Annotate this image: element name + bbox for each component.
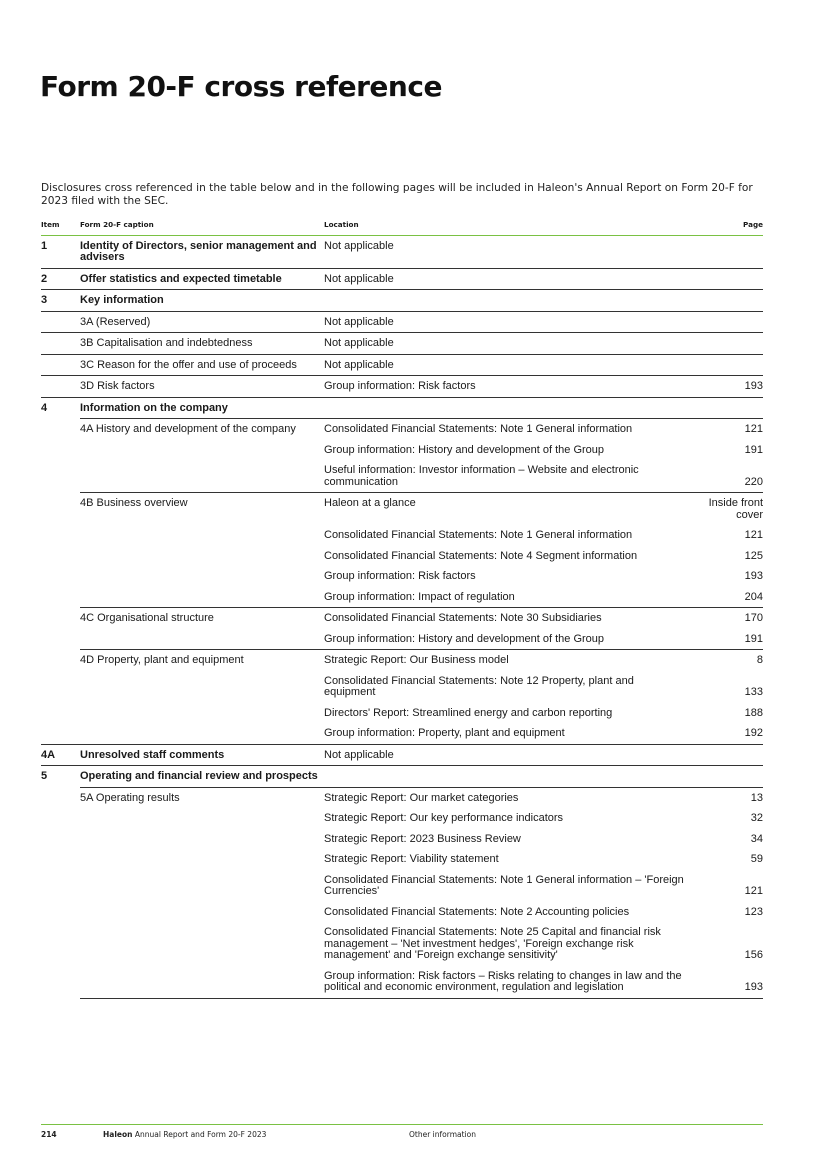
page-number (684, 744, 763, 766)
item-number (41, 440, 80, 461)
table-row (41, 290, 763, 312)
location: Not applicable (324, 235, 684, 268)
page-number: 220 (744, 475, 763, 488)
page-number: 32 (750, 812, 763, 824)
location: Directors' Report: Streamlined energy and carbon reporting (324, 706, 613, 719)
cross-reference-table (41, 217, 763, 999)
table-row (41, 922, 763, 966)
page-number (684, 311, 763, 333)
location: Group information: History and development of the Group (324, 443, 605, 456)
page-number: 121 (684, 419, 763, 440)
table-header-row (41, 217, 763, 235)
page-number: 193 (684, 376, 763, 398)
header-page: Page (684, 217, 763, 235)
page-number: 123 (744, 905, 763, 918)
form-caption: Operating and financial review and prospects (80, 766, 324, 788)
page-number: 170 (684, 608, 763, 629)
item-number (41, 703, 80, 724)
table-body (41, 235, 763, 998)
page-number: 8 (684, 650, 763, 671)
header-caption: Form 20-F caption (80, 217, 324, 235)
table-row (41, 268, 763, 290)
table-row (41, 723, 763, 744)
form-caption (80, 587, 324, 608)
item-number (41, 829, 80, 850)
page-number: 193 (744, 570, 763, 582)
location: Not applicable (324, 744, 684, 766)
location: Group information: Impact of regulation (324, 590, 515, 603)
form-caption (80, 902, 324, 923)
form-caption (80, 870, 324, 902)
form-caption (80, 629, 324, 650)
table-row (41, 397, 763, 419)
table-row (41, 354, 763, 376)
page-number (684, 354, 763, 376)
table-row (41, 902, 763, 923)
form-caption: 5A Operating results (80, 787, 324, 808)
location: Strategic Report: Our Business model (324, 650, 684, 671)
page-number (684, 290, 763, 312)
location: Group information: Property, plant and equipment (324, 727, 565, 739)
page-title: Form 20-F cross reference (40, 70, 442, 103)
page-number: 59 (750, 853, 763, 865)
form-caption (80, 703, 324, 724)
table-row (41, 608, 763, 629)
table-row (41, 235, 763, 268)
location: Not applicable (324, 354, 684, 376)
table-row (41, 808, 763, 829)
table-row (41, 493, 763, 526)
page-number: Inside front cover (684, 493, 763, 526)
item-number: 4A (41, 744, 80, 766)
item-number: 2 (41, 268, 80, 290)
form-caption (80, 460, 324, 493)
form-caption: 3B Capitalisation and indebtedness (80, 333, 324, 355)
form-caption: Identity of Directors, senior management and advisers (80, 235, 324, 268)
page-number: 125 (744, 549, 763, 562)
location: Strategic Report: Our market categories (324, 787, 684, 808)
location: Strategic Report: Viability statement (324, 853, 499, 865)
location: Consolidated Financial Statements: Note 12 Property, plant and equipment (324, 674, 634, 698)
page-number (684, 397, 763, 419)
footer-brand: Haleon (103, 1130, 133, 1139)
location (324, 290, 684, 312)
item-number (41, 629, 80, 650)
form-caption (80, 922, 324, 966)
table-row (41, 650, 763, 671)
table-row (41, 671, 763, 703)
form-caption (80, 829, 324, 850)
form-caption (80, 671, 324, 703)
table-row (41, 376, 763, 398)
location: Consolidated Financial Statements: Note 2 Accounting policies (324, 905, 630, 918)
item-number (41, 376, 80, 398)
table-row (41, 333, 763, 355)
table-row (41, 766, 763, 788)
item-number: 4 (41, 397, 80, 419)
form-caption: Offer statistics and expected timetable (80, 268, 324, 290)
table-row (41, 870, 763, 902)
item-number (41, 525, 80, 546)
page-number: 133 (744, 686, 763, 698)
intro-paragraph: Disclosures cross referenced in the table below and in the following pages will be included in Haleon's Annual Report on Form 20-F for 2023 filed with the SEC. (41, 182, 753, 207)
item-number (41, 650, 80, 671)
location: Strategic Report: Our key performance indicators (324, 812, 564, 824)
page-number: 204 (744, 590, 763, 603)
location: Consolidated Financial Statements: Note 30 Subsidiaries (324, 608, 684, 629)
item-number (41, 493, 80, 526)
table-row (41, 419, 763, 440)
page-number: 191 (744, 443, 763, 456)
item-number (41, 566, 80, 587)
form-caption (80, 525, 324, 546)
form-caption: Unresolved staff comments (80, 744, 324, 766)
page-number: 191 (744, 632, 763, 645)
form-caption: 4B Business overview (80, 493, 324, 526)
table-row (41, 525, 763, 546)
item-number (41, 354, 80, 376)
form-caption (80, 566, 324, 587)
form-caption: 4D Property, plant and equipment (80, 650, 324, 671)
form-caption: 4C Organisational structure (80, 608, 324, 629)
table-row (41, 829, 763, 850)
form-caption (80, 723, 324, 744)
form-caption (80, 440, 324, 461)
item-number (41, 608, 80, 629)
header-location: Location (324, 217, 684, 235)
form-caption: 3A (Reserved) (80, 311, 324, 333)
table-row (41, 460, 763, 493)
form-caption (80, 808, 324, 829)
location: Not applicable (324, 268, 684, 290)
location: Consolidated Financial Statements: Note 1 General information – 'Foreign Currencies' (324, 873, 684, 897)
footer-section: Other information (409, 1130, 476, 1139)
page-number (684, 333, 763, 355)
item-number (41, 419, 80, 440)
location: Useful information: Investor information – Website and electronic communication (324, 464, 639, 488)
location: Consolidated Financial Statements: Note 25 Capital and financial risk management – 'Net investment hedges', 'Foreign exchange risk management' and 'Foreign exchange sensitivity' (324, 926, 661, 961)
table-row (41, 546, 763, 567)
location: Consolidated Financial Statements: Note 4 Segment information (324, 549, 638, 562)
item-number (41, 870, 80, 902)
page-number: 156 (744, 949, 763, 961)
location: Group information: Risk factors (324, 570, 476, 582)
location: Group information: Risk factors (324, 376, 684, 398)
item-number (41, 922, 80, 966)
item-number (41, 671, 80, 703)
page-number: 34 (750, 832, 763, 845)
form-caption: Key information (80, 290, 324, 312)
item-number: 1 (41, 235, 80, 268)
item-number (41, 311, 80, 333)
table-row (41, 966, 763, 999)
page-number (684, 766, 763, 788)
item-number (41, 460, 80, 493)
page-number: 188 (744, 706, 763, 719)
location: Not applicable (324, 333, 684, 355)
page-number: 13 (684, 787, 763, 808)
table-row (41, 744, 763, 766)
item-number (41, 902, 80, 923)
page-number: 192 (744, 727, 763, 739)
location: Not applicable (324, 311, 684, 333)
item-number (41, 587, 80, 608)
item-number (41, 966, 80, 999)
item-number (41, 849, 80, 870)
form-caption: 3C Reason for the offer and use of proceeds (80, 354, 324, 376)
item-number: 3 (41, 290, 80, 312)
table-row (41, 787, 763, 808)
location: Strategic Report: 2023 Business Review (324, 832, 521, 845)
form-caption (80, 966, 324, 999)
form-caption (80, 849, 324, 870)
page-number: 193 (684, 966, 763, 999)
item-number (41, 333, 80, 355)
table-row (41, 440, 763, 461)
footer-report-title (103, 1130, 266, 1139)
page-number: 121 (744, 529, 763, 541)
form-caption: Information on the company (80, 397, 324, 419)
footer-report: Annual Report and Form 20-F 2023 (134, 1130, 267, 1139)
table-row (41, 566, 763, 587)
item-number: 5 (41, 766, 80, 788)
location: Consolidated Financial Statements: Note 1 General information (324, 529, 633, 541)
table-row (41, 849, 763, 870)
location (324, 766, 684, 788)
item-number (41, 546, 80, 567)
item-number (41, 808, 80, 829)
table-row (41, 311, 763, 333)
location: Group information: Risk factors – Risks relating to changes in law and the political and economic environment, regulation and legislation (324, 966, 684, 999)
footer-divider (41, 1124, 763, 1125)
item-number (41, 787, 80, 808)
footer-page-number: 214 (41, 1130, 57, 1139)
form-caption: 3D Risk factors (80, 376, 324, 398)
item-number (41, 723, 80, 744)
table-row (41, 703, 763, 724)
location: Consolidated Financial Statements: Note 1 General information (324, 419, 684, 440)
header-item: Item (41, 217, 80, 235)
page-number (684, 235, 763, 268)
form-caption (80, 546, 324, 567)
page-number: 121 (744, 885, 763, 897)
page-number (684, 268, 763, 290)
location (324, 397, 684, 419)
form-caption: 4A History and development of the company (80, 419, 324, 440)
table-row (41, 587, 763, 608)
location: Haleon at a glance (324, 493, 684, 526)
location: Group information: History and development of the Group (324, 632, 605, 645)
table-row (41, 629, 763, 650)
